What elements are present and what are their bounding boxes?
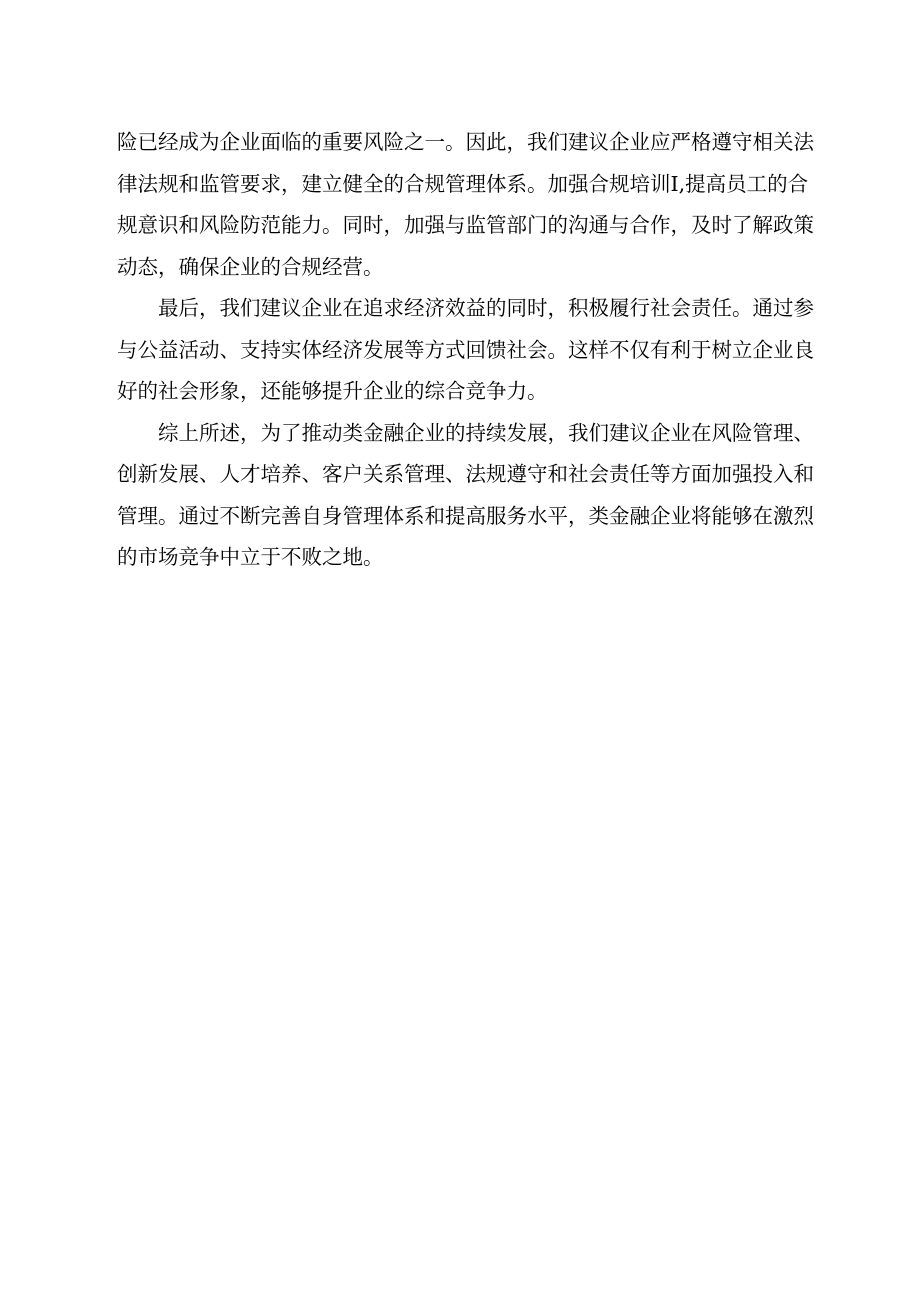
text-line: 管理。通过不断完善自身管理体系和提高服务水平，类金融企业将能够在激烈 xyxy=(117,503,814,528)
text-line: 与公益活动、支持实体经济发展等方式回馈社会。这样不仅有利于树立企业良 xyxy=(117,337,814,362)
paragraph-compliance xyxy=(117,122,814,288)
text-line: 综上所述，为了推动类金融企业的持续发展，我们建议企业在风险管理、 xyxy=(158,420,814,445)
text-line: 的市场竞争中立于不败之地。 xyxy=(117,545,384,569)
text-line: 创新发展、人才培养、客户关系管理、法规遵守和社会责任等方面加强投入和 xyxy=(117,462,814,486)
document-body xyxy=(117,122,814,579)
text-line: 规意识和风险防范能力。同时，加强与监管部门的沟通与合作，及时了解政策 xyxy=(117,213,814,237)
text-line: 律法规和监管要求，建立健全的合规管理体系。加强合规培训Ⅰ,提高员工的合 xyxy=(117,171,809,196)
text-line: 险已经成为企业面临的重要风险之一。因此，我们建议企业应严格遵守相关法 xyxy=(117,130,814,154)
paragraph-conclusion xyxy=(117,413,814,579)
text-line: 最后，我们建议企业在追求经济效益的同时，积极履行社会责任。通过参 xyxy=(158,296,814,320)
paragraph-social-responsibility xyxy=(117,288,814,413)
text-line: 好的社会形象，还能够提升企业的综合竞争力。 xyxy=(117,379,548,403)
text-line: 动态，确保企业的合规经营。 xyxy=(117,254,384,279)
